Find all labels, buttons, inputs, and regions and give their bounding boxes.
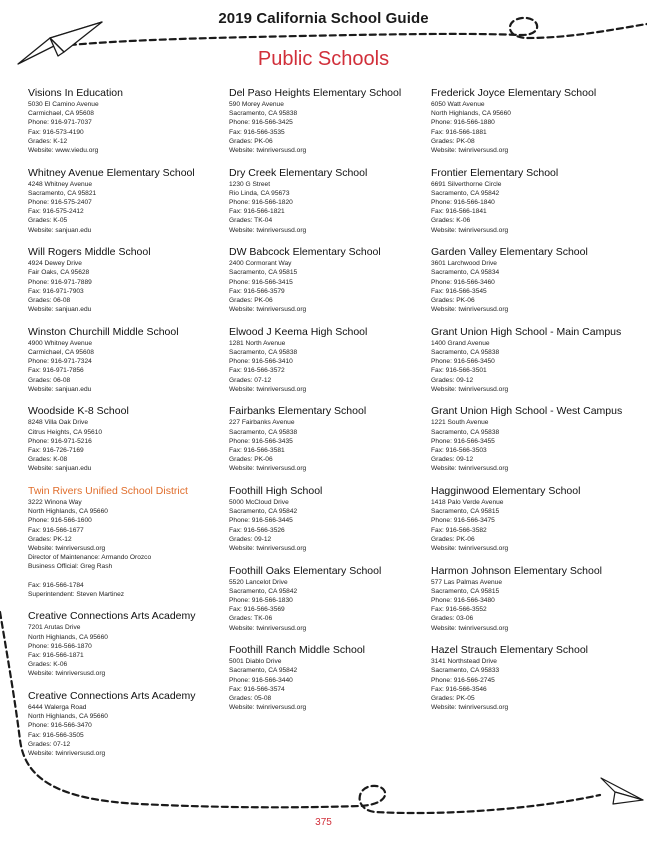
school-detail-line: Sacramento, CA 95842 xyxy=(431,189,500,197)
school-detail-line: Website: twinriversusd.org xyxy=(431,306,509,314)
school-detail-line: 6444 Walerga Road xyxy=(28,704,87,712)
school-detail-line: Fax: 916-566-1677 xyxy=(28,526,84,534)
school-detail-line: 7201 Arutas Drive xyxy=(28,624,81,632)
page-number: 375 xyxy=(315,817,332,828)
school-detail-line: Website: twinriversusd.org xyxy=(28,750,106,758)
school-entry xyxy=(229,485,434,553)
school-detail-line: Website: twinriversusd.org xyxy=(431,147,509,155)
school-name: Will Rogers Middle School xyxy=(28,246,151,259)
school-detail-line: Website: sanjuan.edu xyxy=(28,385,92,393)
school-detail-line: 577 Las Palmas Avenue xyxy=(431,578,502,586)
school-detail-line: Grades: K-06 xyxy=(431,217,471,225)
school-entry xyxy=(431,246,636,314)
school-detail-line: Phone: 916-566-3415 xyxy=(229,278,293,286)
school-entry xyxy=(229,246,434,314)
school-entry xyxy=(28,405,233,473)
school-detail-line: Fax: 916-566-3569 xyxy=(229,606,285,614)
school-detail-line: Phone: 916-566-3425 xyxy=(229,119,293,127)
paper-airplane-icon xyxy=(597,770,647,810)
school-detail-line: Phone: 916-566-3470 xyxy=(28,722,92,730)
school-detail-line: North Highlands, CA 95660 xyxy=(28,713,108,721)
school-detail-line: Phone: 916-566-1870 xyxy=(28,642,92,650)
listing-column-1 xyxy=(28,87,233,770)
school-detail-line: Grades: 09-12 xyxy=(431,376,474,384)
school-entry xyxy=(28,87,233,155)
school-name: Frontier Elementary School xyxy=(431,166,559,179)
school-name: Foothill Ranch Middle School xyxy=(229,644,365,657)
school-detail-line: Grades: 06-08 xyxy=(28,376,71,384)
school-detail-line: Website: twinriversusd.org xyxy=(28,545,106,553)
school-detail-line: Website: twinriversusd.org xyxy=(431,226,509,234)
school-detail-line: 1418 Palo Verde Avenue xyxy=(431,499,504,507)
school-detail-line: Fax: 916-566-1841 xyxy=(431,208,487,216)
school-detail-line: Grades: K-12 xyxy=(28,137,68,145)
school-detail-line: Fax: 916-566-3503 xyxy=(431,447,487,455)
school-name: Creative Connections Arts Academy xyxy=(28,610,196,623)
school-detail-line: Fax: 916-971-7856 xyxy=(28,367,84,375)
school-detail-line: Sacramento, CA 95838 xyxy=(229,349,298,357)
school-detail-line: Grades: K-06 xyxy=(28,661,68,669)
school-detail-line: Grades: K-08 xyxy=(28,456,68,464)
school-detail-line: Grades: TK-04 xyxy=(229,217,273,225)
school-detail-line: Fax: 916-566-3501 xyxy=(431,367,487,375)
school-detail-line: Rio Linda, CA 95673 xyxy=(229,189,290,197)
school-name: DW Babcock Elementary School xyxy=(229,246,381,259)
school-entry xyxy=(431,565,636,633)
school-detail-line: Phone: 916-566-3455 xyxy=(431,437,495,445)
school-detail-line: Fax: 916-566-3535 xyxy=(229,128,285,136)
school-name: Del Paso Heights Elementary School xyxy=(229,87,402,99)
school-name: Harmon Johnson Elementary School xyxy=(431,564,603,577)
school-name: Foothill High School xyxy=(229,485,323,498)
school-detail-line: Fax: 916-566-3572 xyxy=(229,367,285,375)
school-detail-line: Website: twinriversusd.org xyxy=(431,704,509,712)
school-detail-line: Phone: 916-971-7037 xyxy=(28,119,92,127)
school-detail-line: 1400 Grand Avenue xyxy=(431,339,490,347)
school-name: Grant Union High School - Main Campus xyxy=(431,325,622,338)
school-detail-line: Grades: PK-06 xyxy=(229,456,273,464)
school-name: Hagginwood Elementary School xyxy=(431,485,581,498)
school-detail-line: Grades: TK-06 xyxy=(229,615,273,623)
section-title: Public Schools xyxy=(257,48,390,70)
school-detail-line: Fax: 916-566-3574 xyxy=(229,685,285,693)
school-entry xyxy=(431,87,636,155)
school-detail-line: Grades: PK-12 xyxy=(28,535,72,543)
school-entry xyxy=(431,405,636,473)
school-name: Dry Creek Elementary School xyxy=(229,166,368,179)
school-detail-line: Fax: 916-566-1784 xyxy=(28,581,84,589)
school-detail-line: Sacramento, CA 95838 xyxy=(229,428,298,436)
school-detail-line: Website: sanjuan.edu xyxy=(28,465,92,473)
school-detail-line: Fax: 916-566-3581 xyxy=(229,447,285,455)
school-detail-line: Phone: 916-566-1880 xyxy=(431,119,495,127)
school-detail-line: 227 Fairbanks Avenue xyxy=(229,419,295,427)
school-entry xyxy=(431,326,636,394)
school-detail-line: Website: twinriversusd.org xyxy=(229,545,307,553)
school-entry xyxy=(229,405,434,473)
school-name: Hazel Strauch Elementary School xyxy=(431,644,588,657)
school-detail-line: North Highlands, CA 95660 xyxy=(431,110,511,118)
school-detail-line: Grades: 03-06 xyxy=(431,615,474,623)
school-detail-line: Citrus Heights, CA 95610 xyxy=(28,428,103,436)
school-entry xyxy=(28,167,233,235)
school-detail-line: 5000 McCloud Drive xyxy=(229,499,289,507)
school-detail-line: Fax: 916-566-3526 xyxy=(229,526,285,534)
school-detail-line: Phone: 916-566-1840 xyxy=(431,199,495,207)
school-detail-line: Website: sanjuan.edu xyxy=(28,306,92,314)
school-detail-line: Sacramento, CA 95821 xyxy=(28,189,97,197)
school-detail-line: Website: twinriversusd.org xyxy=(229,624,307,632)
school-name: Foothill Oaks Elementary School xyxy=(229,564,382,577)
school-detail-line: Fax: 916-971-7903 xyxy=(28,287,84,295)
school-detail-line: 4248 Whitney Avenue xyxy=(28,180,93,188)
school-detail-line: Fax: 916-566-3545 xyxy=(431,287,487,295)
school-detail-line: 1221 South Avenue xyxy=(431,419,489,427)
document-title: 2019 California School Guide xyxy=(218,10,429,27)
school-name: Elwood J Keema High School xyxy=(229,325,368,338)
school-detail-line: Grades: PK-06 xyxy=(431,297,475,305)
school-name: Whitney Avenue Elementary School xyxy=(28,166,195,179)
school-name: Woodside K-8 School xyxy=(28,405,129,418)
school-entry xyxy=(431,485,636,553)
school-detail-line: North Highlands, CA 95660 xyxy=(28,508,108,516)
school-detail-line: Website: twinriversusd.org xyxy=(431,624,509,632)
school-name: Visions In Education xyxy=(28,87,123,99)
school-detail-line: Grades: PK-06 xyxy=(229,137,273,145)
school-detail-line: Carmichael, CA 95608 xyxy=(28,349,94,357)
school-detail-line: Fax: 916-566-1821 xyxy=(229,208,285,216)
school-detail-line: 8248 Villa Oak Drive xyxy=(28,419,88,427)
school-detail-line: Website: twinriversusd.org xyxy=(229,147,307,155)
school-detail-line: Grades: K-05 xyxy=(28,217,68,225)
school-entry xyxy=(229,167,434,235)
school-detail-line: Phone: 916-566-3475 xyxy=(431,517,495,525)
school-detail-line: 3222 Winona Way xyxy=(28,499,82,507)
school-name: Winston Churchill Middle School xyxy=(28,325,179,338)
school-detail-line: Phone: 916-566-1600 xyxy=(28,517,92,525)
school-detail-line: Grades: 07-12 xyxy=(229,376,272,384)
school-detail-line: Sacramento, CA 95834 xyxy=(431,269,500,277)
school-detail-line: Grades: 05-08 xyxy=(229,695,272,703)
school-detail-line: 6050 Watt Avenue xyxy=(431,101,485,108)
school-detail-line: Phone: 916-566-1820 xyxy=(229,199,293,207)
school-detail-line: 4900 Whitney Avenue xyxy=(28,339,93,347)
school-detail-line: Website: sanjuan.edu xyxy=(28,226,92,234)
school-detail-line: 1281 North Avenue xyxy=(229,339,286,347)
school-entry xyxy=(229,565,434,633)
school-detail-line: 5001 Diablo Drive xyxy=(229,658,282,666)
school-detail-line: Grades: PK-08 xyxy=(431,137,475,145)
school-detail-line: 3141 Northstead Drive xyxy=(431,658,497,666)
school-entry xyxy=(229,326,434,394)
school-detail-line: Phone: 916-566-3445 xyxy=(229,517,293,525)
school-detail-line: Phone: 916-971-5216 xyxy=(28,437,92,445)
school-detail-line: Phone: 916-566-1830 xyxy=(229,597,293,605)
school-detail-line: 5030 El Camino Avenue xyxy=(28,101,99,108)
school-detail-line: Phone: 916-566-3410 xyxy=(229,358,293,366)
school-detail-line: Sacramento, CA 95842 xyxy=(229,667,298,675)
school-detail-line: Website: twinriversusd.org xyxy=(431,545,509,553)
school-name: Frederick Joyce Elementary School xyxy=(431,87,597,99)
school-entry xyxy=(431,167,636,235)
school-detail-line: Sacramento, CA 95815 xyxy=(229,269,298,277)
school-entry xyxy=(229,87,434,155)
school-detail-line: Business Official: Greg Rash xyxy=(28,563,113,571)
school-entry xyxy=(28,610,233,678)
school-detail-line: Grades: 07-12 xyxy=(28,740,71,748)
school-detail-line: North Highlands, CA 95660 xyxy=(28,633,108,641)
school-detail-line: Grades: PK-06 xyxy=(431,535,475,543)
school-name: Fairbanks Elementary School xyxy=(229,405,367,418)
school-entry xyxy=(431,644,636,712)
school-detail-line: Phone: 916-971-7324 xyxy=(28,358,92,366)
school-entry xyxy=(28,485,233,599)
school-detail-line: Fax: 916-566-3579 xyxy=(229,287,285,295)
school-entry xyxy=(28,326,233,394)
school-detail-line: Carmichael, CA 95608 xyxy=(28,110,94,118)
school-name: Grant Union High School - West Campus xyxy=(431,405,623,418)
school-detail-line: Director of Maintenance: Armando Orozco xyxy=(28,554,152,562)
school-detail-line: Grades: 09-12 xyxy=(431,456,474,464)
school-detail-line: Fair Oaks, CA 95628 xyxy=(28,269,90,277)
school-detail-line: Website: twinriversusd.org xyxy=(229,704,307,712)
school-entry xyxy=(28,690,233,758)
school-detail-line: Phone: 916-566-3450 xyxy=(431,358,495,366)
school-detail-line: 3601 Larchwood Drive xyxy=(431,260,497,268)
school-detail-line: Superintendent: Steven Martinez xyxy=(28,590,125,598)
school-detail-line: 2400 Cormorant Way xyxy=(229,260,292,268)
school-detail-line: Website: twinriversusd.org xyxy=(229,385,307,393)
school-detail-line: Fax: 916-566-1881 xyxy=(431,128,487,136)
school-detail-line: Fax: 916-566-3546 xyxy=(431,685,487,693)
school-detail-line: Fax: 916-566-3552 xyxy=(431,606,487,614)
school-detail-line: Phone: 916-566-3435 xyxy=(229,437,293,445)
school-detail-line: Website: twinriversusd.org xyxy=(229,226,307,234)
school-detail-line: Fax: 916-566-1871 xyxy=(28,652,84,660)
school-entry xyxy=(229,644,434,712)
school-detail-line: Sacramento, CA 95815 xyxy=(431,587,500,595)
school-detail-line: Fax: 916-573-4190 xyxy=(28,128,84,136)
school-detail-line: 1230 G Street xyxy=(229,180,271,188)
school-detail-line: Website: www.viedu.org xyxy=(28,147,99,155)
school-detail-line: Sacramento, CA 95838 xyxy=(229,110,298,118)
school-detail-line: Sacramento, CA 95842 xyxy=(229,587,298,595)
school-detail-line: Phone: 916-575-2407 xyxy=(28,199,92,207)
school-detail-line: Fax: 916-566-3582 xyxy=(431,526,487,534)
school-detail-line: Grades: PK-05 xyxy=(431,695,475,703)
school-detail-line: Fax: 916-566-3505 xyxy=(28,731,84,739)
school-detail-line: Phone: 916-971-7889 xyxy=(28,278,92,286)
school-name: Creative Connections Arts Academy xyxy=(28,690,196,703)
school-detail-line: 6691 Silverthorne Circle xyxy=(431,180,502,188)
school-detail-line: Sacramento, CA 95833 xyxy=(431,667,500,675)
listing-column-3 xyxy=(431,87,636,724)
school-detail-line: Phone: 916-566-2745 xyxy=(431,676,495,684)
school-detail-line: 5520 Lancelot Drive xyxy=(229,578,288,586)
school-detail-line: Fax: 916-726-7169 xyxy=(28,447,84,455)
school-detail-line: Fax: 916-575-2412 xyxy=(28,208,84,216)
school-detail-line: Phone: 916-566-3460 xyxy=(431,278,495,286)
school-detail-line: Grades: 09-12 xyxy=(229,535,272,543)
school-detail-line: 590 Morey Avenue xyxy=(229,101,284,108)
listing-column-2 xyxy=(229,87,434,724)
school-detail-line: Website: twinriversusd.org xyxy=(431,385,509,393)
school-detail-line: Phone: 916-566-3440 xyxy=(229,676,293,684)
school-detail-line: Website: twinriversusd.org xyxy=(229,465,307,473)
school-detail-line: Website: twinriversusd.org xyxy=(28,670,106,678)
school-detail-line: Website: twinriversusd.org xyxy=(229,306,307,314)
school-detail-line: Sacramento, CA 95838 xyxy=(431,428,500,436)
school-name: Garden Valley Elementary School xyxy=(431,246,588,259)
school-detail-line: Website: twinriversusd.org xyxy=(431,465,509,473)
school-detail-line: 4924 Dewey Drive xyxy=(28,260,82,268)
school-detail-line: Phone: 916-566-3480 xyxy=(431,597,495,605)
school-detail-line: Sacramento, CA 95815 xyxy=(431,508,500,516)
school-entry xyxy=(28,246,233,314)
school-detail-line: Sacramento, CA 95838 xyxy=(431,349,500,357)
district-name: Twin Rivers Unified School District xyxy=(28,485,188,498)
school-detail-line: Grades: 06-08 xyxy=(28,297,71,305)
school-detail-line: Sacramento, CA 95842 xyxy=(229,508,298,516)
school-detail-line: Grades: PK-06 xyxy=(229,297,273,305)
